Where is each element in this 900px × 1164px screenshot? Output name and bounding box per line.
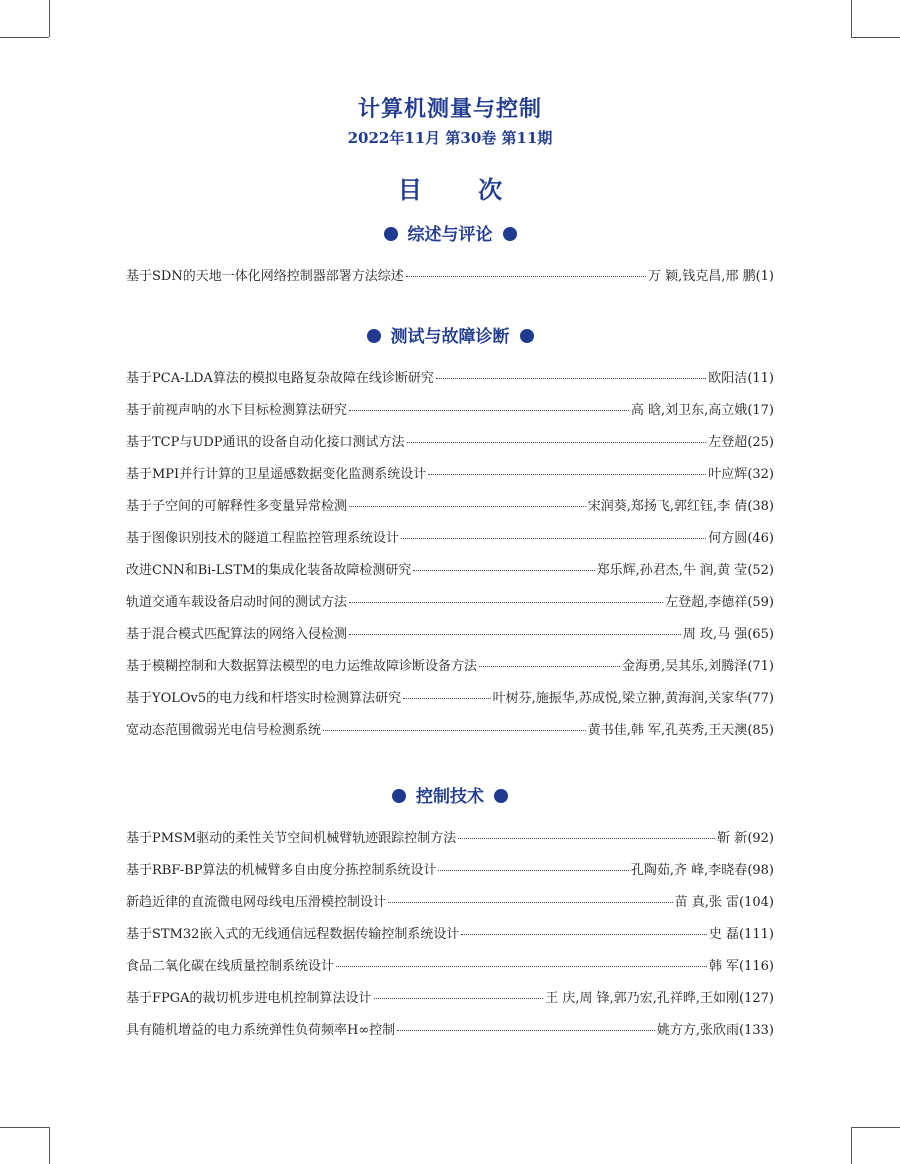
entry-authors: 金海勇,吴其乐,刘腾泽	[622, 659, 748, 674]
issue-line: 2022年11月 第30卷 第11期	[347, 129, 553, 147]
entry-title: 基于YOLOv5的电力线和杆塔实时检测算法研究	[126, 691, 402, 706]
entry-title: 基于TCP与UDP通讯的设备自动化接口测试方法	[126, 435, 405, 450]
entry-title: 轨道交通车载设备启动时间的测试方法	[126, 595, 348, 610]
entry-title: 新趋近律的直流微电网母线电压滑模控制设计	[126, 895, 387, 910]
entry-title: 基于前视声呐的水下目标检测算法研究	[126, 403, 348, 418]
section-heading-label: 测试与故障诊断	[390, 327, 510, 347]
bullet-icon	[520, 329, 534, 343]
entry-page: (98)	[747, 863, 774, 878]
entry-title: 基于SDN的天地一体化网络控制器部署方法综述	[126, 269, 404, 284]
bullet-icon	[392, 789, 406, 803]
entry-authors: 叶树芬,施振华,苏成悦,梁立翀,黄海润,关家华	[492, 691, 748, 706]
entry-title: 基于图像识别技术的隧道工程监控管理系统设计	[126, 531, 400, 546]
dot-leader	[349, 410, 629, 411]
entry-page: (25)	[747, 435, 774, 450]
entry-page: (32)	[747, 467, 774, 482]
entry-page: (127)	[739, 991, 774, 1006]
crop-mark-top-right-v	[851, 0, 852, 37]
dot-leader	[401, 538, 706, 539]
entry-authors: 姚方方,张欣雨	[656, 1023, 740, 1038]
entry-authors: 左登超	[708, 435, 748, 450]
section-heading-testing	[0, 322, 900, 347]
section-heading-label: 控制技术	[416, 787, 484, 807]
toc-entry[interactable]	[126, 1019, 774, 1051]
entry-page: (85)	[747, 723, 774, 738]
bullet-icon	[367, 329, 381, 343]
entry-authors: 何方圆	[708, 531, 748, 546]
toc-entry[interactable]	[126, 399, 774, 431]
entry-title: 食品二氧化碳在线质量控制系统设计	[126, 959, 335, 974]
section-heading-control	[0, 782, 900, 807]
bullet-icon	[494, 789, 508, 803]
entry-authors: 叶应辉	[708, 467, 748, 482]
toc-entry[interactable]	[126, 495, 774, 527]
entry-page: (77)	[747, 691, 774, 706]
entry-authors: 郑乐辉,孙君杰,牛 润,黄 莹	[596, 563, 748, 578]
dot-leader	[413, 570, 594, 571]
toc-entry[interactable]	[126, 431, 774, 463]
crop-mark-top-left-h	[0, 37, 49, 38]
toc-entry[interactable]	[126, 859, 774, 891]
toc-entry[interactable]	[126, 827, 774, 859]
entries-control	[126, 827, 774, 1051]
entry-authors: 万 颖,钱克昌,邢 鹏	[648, 269, 756, 284]
toc-entry[interactable]	[126, 719, 774, 751]
entry-title: 基于FPGA的裁切机步进电机控制算法设计	[126, 991, 372, 1006]
entry-authors: 苗 真,张 雷	[674, 895, 740, 910]
toc-entry[interactable]	[126, 891, 774, 923]
dot-leader	[323, 730, 586, 731]
entry-page: (111)	[739, 927, 774, 942]
entry-page: (116)	[739, 959, 774, 974]
dot-leader	[428, 474, 706, 475]
journal-title: 计算机测量与控制	[357, 97, 542, 122]
crop-mark-top-left-v	[49, 0, 50, 37]
crop-mark-bottom-left-v	[49, 1127, 50, 1164]
toc-entry[interactable]	[126, 591, 774, 623]
dot-leader	[461, 934, 706, 935]
entry-page: (1)	[755, 269, 774, 284]
toc-entry[interactable]	[126, 623, 774, 655]
dot-leader	[336, 966, 707, 967]
dot-leader	[397, 1030, 655, 1031]
entry-page: (46)	[747, 531, 774, 546]
dot-leader	[458, 838, 715, 839]
entry-title: 基于混合模式匹配算法的网络入侵检测	[126, 627, 348, 642]
dot-leader	[374, 998, 544, 999]
entry-authors: 史 磊	[708, 927, 740, 942]
dot-leader	[479, 666, 620, 667]
entry-title: 基于MPI并行计算的卫星遥感数据变化监测系统设计	[126, 467, 427, 482]
entry-title: 基于PCA-LDA算法的模拟电路复杂故障在线诊断研究	[126, 371, 434, 386]
dot-leader	[349, 506, 586, 507]
dot-leader	[388, 902, 673, 903]
entries-testing	[126, 367, 774, 751]
section-heading-review	[0, 220, 900, 245]
toc-title: 目 次	[397, 176, 527, 204]
toc-entry[interactable]	[126, 265, 774, 297]
entry-page: (65)	[747, 627, 774, 642]
entry-page: (133)	[739, 1023, 774, 1038]
section-heading-label: 综述与评论	[407, 225, 493, 245]
dot-leader	[406, 276, 646, 277]
entry-authors: 高 晗,刘卫东,高立娥	[630, 403, 748, 418]
journal-header	[0, 92, 900, 148]
entry-title: 基于PMSM驱动的柔性关节空间机械臂轨迹跟踪控制方法	[126, 831, 457, 846]
dot-leader	[349, 602, 663, 603]
entry-page: (59)	[747, 595, 774, 610]
dot-leader	[349, 634, 681, 635]
entry-authors: 韩 军	[708, 959, 740, 974]
dot-leader	[438, 870, 628, 871]
entry-title: 基于RBF-BP算法的机械臂多自由度分拣控制系统设计	[126, 863, 437, 878]
entry-page: (11)	[747, 371, 774, 386]
entry-authors: 左登超,李德祥	[665, 595, 748, 610]
entry-title: 宽动态范围微弱光电信号检测系统	[126, 723, 322, 738]
toc-entry[interactable]	[126, 923, 774, 955]
dot-leader	[403, 698, 490, 699]
toc-entry[interactable]	[126, 987, 774, 1019]
entry-title: 基于子空间的可解释性多变量异常检测	[126, 499, 348, 514]
entry-page: (38)	[747, 499, 774, 514]
entry-page: (17)	[747, 403, 774, 418]
entry-page: (104)	[739, 895, 774, 910]
crop-mark-bottom-left-h	[0, 1127, 49, 1128]
entry-page: (52)	[747, 563, 774, 578]
toc-entry[interactable]	[126, 463, 774, 495]
crop-mark-bottom-right-v	[851, 1127, 852, 1164]
toc-entry[interactable]	[126, 955, 774, 987]
bullet-icon	[384, 227, 398, 241]
entry-authors: 周 玫,马 强	[682, 627, 748, 642]
crop-mark-top-right-h	[851, 37, 900, 38]
entry-title: 基于STM32嵌入式的无线通信远程数据传输控制系统设计	[126, 927, 460, 942]
entry-authors: 孔陶茹,齐 峰,李晓春	[630, 863, 748, 878]
entry-page: (71)	[747, 659, 774, 674]
entry-authors: 靳 新	[717, 831, 748, 846]
entry-title: 具有随机增益的电力系统弹性负荷频率H∞控制	[126, 1023, 396, 1038]
entry-authors: 王 庆,周 锋,郭乃宏,孔祥晔,王如刚	[545, 991, 740, 1006]
toc-entry[interactable]	[126, 655, 774, 687]
entry-title: 改进CNN和Bi-LSTM的集成化装备故障检测研究	[126, 563, 412, 578]
toc-entry[interactable]	[126, 367, 774, 399]
entry-authors: 欧阳洁	[708, 371, 748, 386]
toc-entry[interactable]	[126, 559, 774, 591]
toc-entry[interactable]	[126, 687, 774, 719]
entries-review	[126, 265, 774, 297]
crop-mark-bottom-right-h	[851, 1127, 900, 1128]
entry-title: 基于模糊控制和大数据算法模型的电力运维故障诊断设备方法	[126, 659, 478, 674]
entry-authors: 黄书佳,韩 军,孔英秀,王天澳	[587, 723, 748, 738]
dot-leader	[436, 378, 706, 379]
entry-page: (92)	[747, 831, 774, 846]
toc-entry[interactable]	[126, 527, 774, 559]
dot-leader	[407, 442, 707, 443]
entry-authors: 宋润葵,郑扬飞,郭红钰,李 倩	[587, 499, 748, 514]
bullet-icon	[503, 227, 517, 241]
